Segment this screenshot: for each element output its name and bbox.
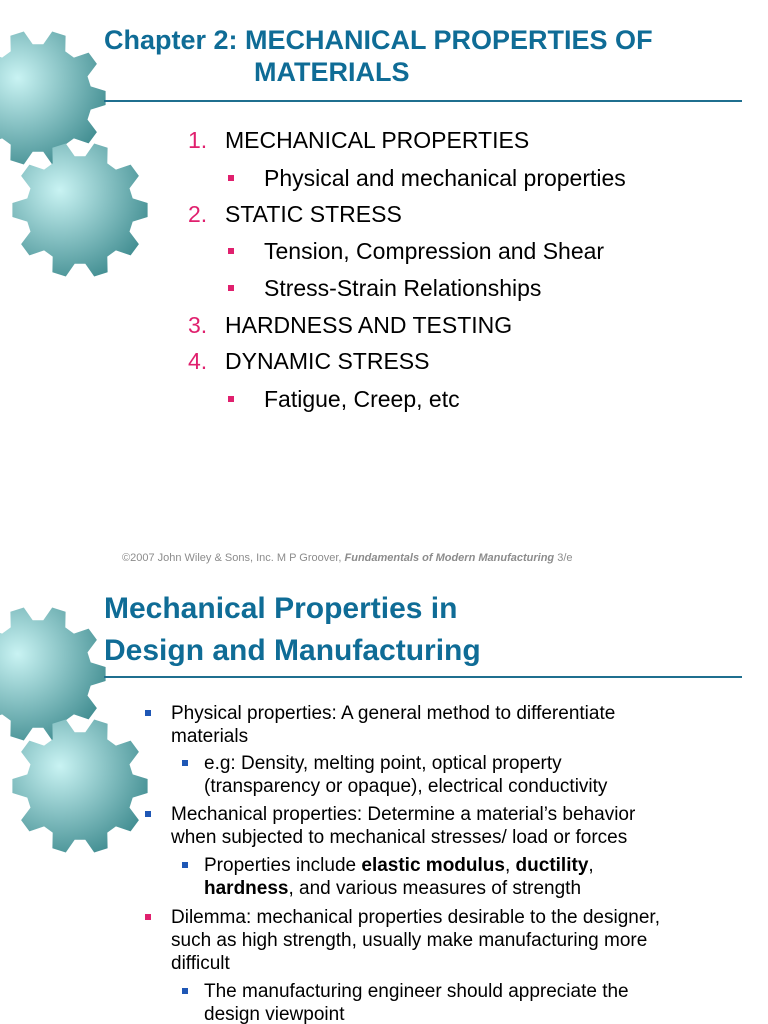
bullet-text-line: design viewpoint [204,1004,345,1024]
bullet-text [171,702,615,748]
bullet-icon [228,175,234,181]
bullet-text-line: (transparency or opaque), electrical conductivity [204,776,608,797]
sub-list-item: Fatigue, Creep, etc [264,386,460,412]
footer-prefix: ©2007 John Wiley & Sons, Inc. M P Groover, [122,552,345,564]
title-line-2: Design and Manufacturing [104,634,481,667]
list-number: 3. [188,312,208,338]
bullet-text-line: when subjected to mechanical stresses/ load or forces [171,827,628,848]
bullet-icon [145,914,151,920]
list-item: DYNAMIC STRESS [225,348,430,374]
text-run: , [588,855,594,876]
bold-term: hardness [204,878,289,899]
copyright-footer [122,552,573,564]
bullet-text-line: such as high strength, usually make manufacturing more [171,930,648,951]
slide-2 [0,576,768,1024]
bullet-icon [182,862,188,868]
text-run: Properties include [204,855,362,876]
bold-term: elastic modulus [361,855,505,876]
sub-bullet-text [204,752,607,798]
sub-list-item: Stress-Strain Relationships [264,275,542,301]
bullet-text-line: Dilemma: mechanical properties desirable to the designer, [171,907,660,928]
footer-book-title: Fundamentals of Modern Manufacturing [344,552,555,564]
list-number: 2. [188,201,208,227]
bullet-text [171,906,660,975]
bullet-text-line: materials [171,726,249,747]
bold-term: ductility [515,855,589,876]
title-divider [104,100,742,102]
list-item: MECHANICAL PROPERTIES [225,127,530,153]
bullet-text-line: Mechanical properties: Determine a material’s behavior [171,804,636,825]
bullet-text-line [204,877,594,900]
title-line-1: Chapter 2: MECHANICAL PROPERTIES OF [104,25,653,55]
list-item: HARDNESS AND TESTING [225,312,513,338]
bullet-text [171,803,635,849]
list-number: 1. [188,127,208,153]
bullet-icon [182,988,188,994]
bullet-text-line: Physical properties: A general method to differentiate [171,703,616,724]
slide-title [104,588,744,672]
bullet-icon [182,760,188,766]
bullet-icon [228,396,234,402]
list-item: STATIC STRESS [225,201,402,227]
bullet-icon [228,248,234,254]
bullet-icon [228,285,234,291]
text-run: , [504,855,516,876]
bullet-text-line [204,854,594,877]
footer-suffix: 3/e [554,552,573,564]
title-line-1: Mechanical Properties in [104,592,458,625]
title-divider [104,676,742,678]
slide-title [104,24,744,88]
sub-list-item: Physical and mechanical properties [264,165,626,191]
sub-bullet-text [204,980,629,1024]
bullet-text-line: The manufacturing engineer should appreciate the [204,981,629,1002]
bullet-text-line: e.g: Density, melting point, optical property [204,753,562,774]
list-number: 4. [188,348,208,374]
title-line-2: MATERIALS [254,57,410,87]
bullet-icon [145,710,151,716]
bullet-text-line: difficult [171,953,230,974]
bullet-icon [145,811,151,817]
text-run: , and various measures of strength [288,878,582,899]
sub-list-item: Tension, Compression and Shear [264,238,605,264]
sub-bullet-text [204,854,594,900]
